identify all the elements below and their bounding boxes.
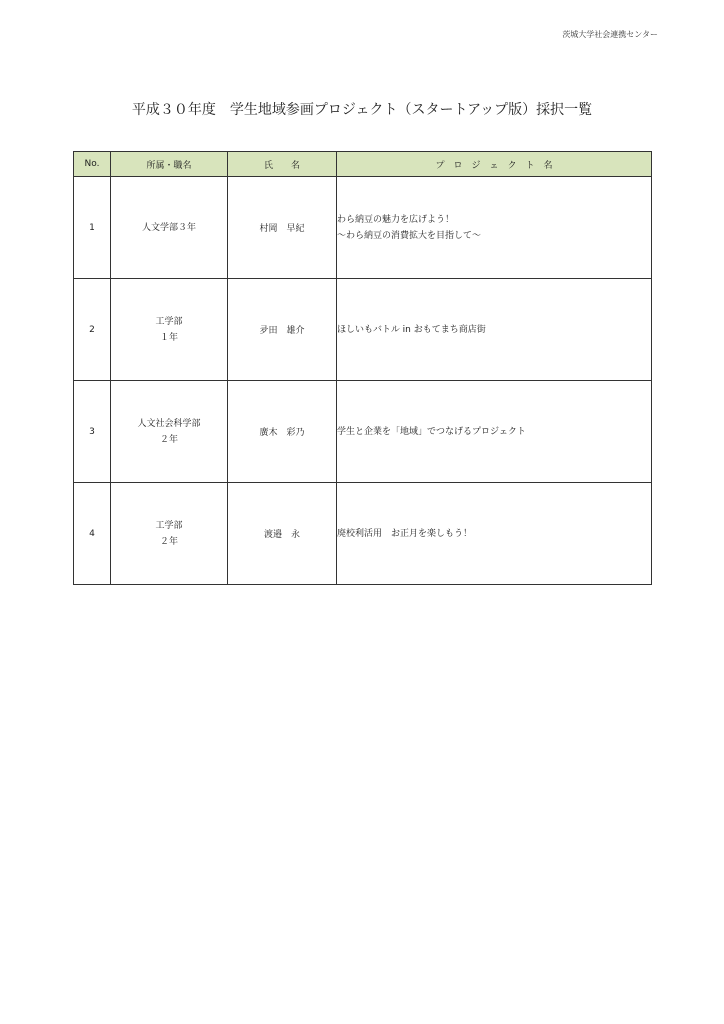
name-cell: 夛田 雄介 <box>228 279 337 381</box>
project-line: ～わら納豆の消費拡大を目指して～ <box>337 230 482 241</box>
row-number: 1 <box>74 177 111 279</box>
project-cell <box>337 177 652 279</box>
row-number: 4 <box>74 483 111 585</box>
name-cell: 渡邉 永 <box>228 483 337 585</box>
name-cell: 廣木 彩乃 <box>228 381 337 483</box>
affiliation-cell <box>111 381 228 483</box>
project-cell <box>337 381 652 483</box>
row-number: 2 <box>74 279 111 381</box>
affiliation-cell <box>111 483 228 585</box>
affiliation-line: ２年 <box>159 434 178 445</box>
column-header-no: No. <box>74 152 111 177</box>
affiliation-line: 人文社会科学部 <box>137 418 201 429</box>
project-line: 学生と企業を「地域」でつなげるプロジェクト <box>337 426 526 437</box>
affiliation-cell <box>111 177 228 279</box>
project-line: わら納豆の魅力を広げよう！ <box>337 214 455 225</box>
column-header-project: プ ロ ジ ェ ク ト 名 <box>337 152 652 177</box>
projects-table <box>73 151 652 585</box>
project-cell <box>337 483 652 585</box>
organization-name: 茨城大学社会連携センター <box>562 30 658 39</box>
project-cell <box>337 279 652 381</box>
table-row <box>74 381 652 483</box>
project-line: 廃校利活用 お正月を楽しもう！ <box>337 528 473 539</box>
table-row <box>74 483 652 585</box>
affiliation-line: 工学部 <box>155 520 183 531</box>
affiliation-line: 人文学部３年 <box>141 222 196 233</box>
affiliation-line: ２年 <box>159 536 178 547</box>
table-row <box>74 279 652 381</box>
name-cell: 村岡 早紀 <box>228 177 337 279</box>
affiliation-line: １年 <box>159 332 178 343</box>
page-title: 平成３０年度 学生地域参画プロジェクト（スタートアップ版）採択一覧 <box>131 102 593 118</box>
table-row <box>74 177 652 279</box>
row-number: 3 <box>74 381 111 483</box>
column-header-affiliation: 所属・職名 <box>111 152 228 177</box>
project-line: ほしいもバトル in おもてまち商店街 <box>337 324 486 335</box>
column-header-name: 氏 名 <box>228 152 337 177</box>
affiliation-cell <box>111 279 228 381</box>
table-header-row <box>74 152 652 177</box>
affiliation-line: 工学部 <box>155 316 183 327</box>
